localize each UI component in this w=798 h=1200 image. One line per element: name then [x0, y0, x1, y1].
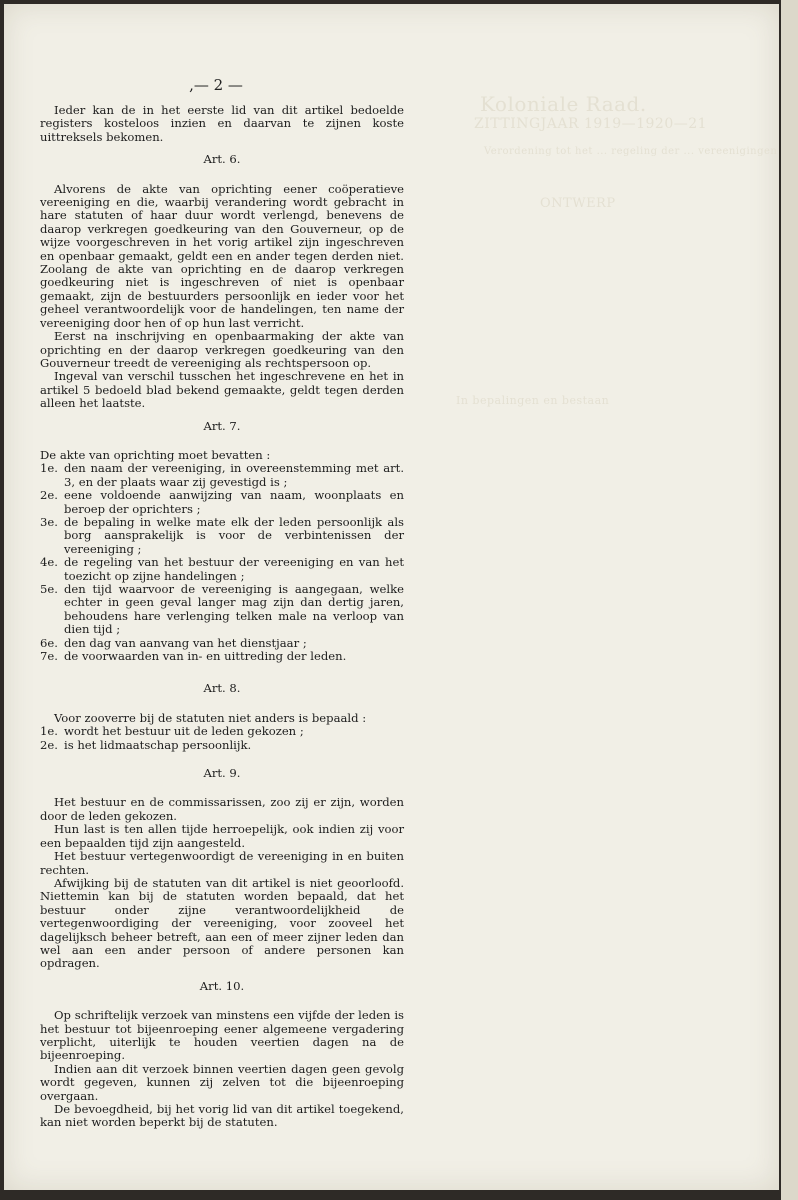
- document-body: [40, 104, 404, 1130]
- article-heading-9: Art. 9.: [203, 766, 241, 781]
- intro-paragraph: Ieder kan de in het eerste lid van dit artikel bedoelde registers kosteloos inzien en daarvan te zijnen koste uittreksels bekomen.: [40, 103, 404, 144]
- item-number: 7e.: [40, 649, 58, 664]
- item-text: is het lidmaatschap persoonlijk.: [64, 737, 252, 752]
- art10-paragraph: Op schriftelijk verzoek van minstens een vijfde der leden is het bestuur tot bijeenroeping eener algemeene vergadering verplicht, uiterlijk te houden veertien dagen na de bijeenroeping.: [40, 1008, 404, 1063]
- bleed-through-text: Koloniale Raad.: [480, 92, 647, 116]
- list-item: [40, 583, 404, 637]
- item-text: de voorwaarden van in- en uittreding der leden.: [64, 649, 347, 664]
- art6-paragraph: Ingeval van verschil tusschen het ingeschrevene en het in artikel 5 bedoeld blad bekend gemaakte, geldt tegen derden alleen het laatste.: [40, 369, 404, 411]
- article-heading-10: Art. 10.: [199, 978, 245, 993]
- bleed-through-text: Verordening tot het ... regeling der ... vereenigingen: [484, 146, 778, 157]
- item-number: 1e.: [40, 461, 58, 476]
- item-number: 2e.: [40, 737, 58, 752]
- item-number: 5e.: [40, 582, 58, 596]
- list-item: [40, 489, 404, 516]
- article-heading-7: Art. 7.: [203, 418, 241, 433]
- item-text: den naam der vereeniging, in overeenstemming met art. 3, en der plaats waar zij gevestigd is ;: [64, 461, 404, 489]
- list-item: [40, 637, 404, 650]
- art10-paragraph: De bevoegdheid, bij het vorig lid van dit artikel toegekend, kan niet worden beperkt bij de statuten.: [40, 1102, 404, 1130]
- bleed-through-text: ZITTINGJAAR 1919—1920—21: [474, 116, 708, 132]
- item-text: den tijd waarvoor de vereeniging is aangegaan, welke echter in geen geval langer mag zijn dan dertig jaren, behoudens hare verlenging telken male na verloop van dien tijd ;: [64, 582, 404, 637]
- item-number: 6e.: [40, 635, 58, 650]
- item-number: 4e.: [40, 555, 58, 570]
- item-text: de regeling van het bestuur der vereeniging en van het toezicht op zijne handelingen ;: [64, 555, 404, 583]
- art7-lead: De akte van oprichting moet bevatten :: [40, 447, 271, 462]
- art10-paragraph: Indien aan dit verzoek binnen veertien dagen geen gevolg wordt gegeven, kunnen zij zelven tot die bijeenroeping overgaan.: [40, 1061, 404, 1103]
- list-item: [40, 556, 404, 583]
- art9-paragraph: Het bestuur vertegenwoordigt de vereeniging in en buiten rechten.: [40, 849, 404, 877]
- item-number: 1e.: [40, 724, 58, 739]
- bleed-through-text: ONTWERP: [540, 196, 616, 211]
- list-item: [40, 516, 404, 556]
- item-number: 3e.: [40, 514, 58, 529]
- art9-paragraph: Afwijking bij de statuten van dit artikel is niet geoorloofd. Niettemin kan bij de statuten worden bepaald, dat het bestuur onder zijne verantwoordelijkheid de vertegenwoordiging der vereeniging, voor zooveel het dagelijksch beheer betreft, aan een of meer zijner leden dan wel aan een ander persoon of andere personen kan opdragen.: [40, 875, 404, 971]
- article-heading-6: Art. 6.: [203, 152, 241, 167]
- art8-lead: Voor zooverre bij de statuten niet anders is bepaald :: [54, 710, 367, 725]
- scan-edge-strip: [781, 0, 798, 1200]
- item-text: eene voldoende aanwijzing van naam, woonplaats en beroep der oprichters ;: [64, 488, 404, 516]
- art9-paragraph: Hun last is ten allen tijde herroepelijk, ook indien zij voor een bepaalden tijd zijn aangesteld.: [40, 822, 404, 850]
- document-page: [4, 4, 779, 1190]
- list-item: [40, 462, 404, 489]
- list-item: [40, 739, 404, 752]
- item-text: wordt het bestuur uit de leden gekozen ;: [64, 724, 304, 739]
- item-text: de bepaling in welke mate elk der leden persoonlijk als borg aansprakelijk is voor de verbintenissen der vereeniging ;: [64, 514, 404, 556]
- list-item: [40, 725, 404, 738]
- bleed-through-text: In bepalingen en bestaan: [456, 394, 610, 407]
- article-heading-8: Art. 8.: [203, 681, 241, 696]
- art9-paragraph: Het bestuur en de commissarissen, zoo zij er zijn, worden door de leden gekozen.: [40, 795, 404, 823]
- art6-paragraph: Alvorens de akte van oprichting eener coöperatieve vereeniging en die, waarbij verandering wordt gebracht in hare statuten of haar duur wordt verlengd, benevens de daarop verkregen goedkeuring van den Gouverneur, op de wijze voorgeschreven in het vorig artikel zijn ingeschreven en openbaar gemaakt, geldt een en ander tegen derden niet. Zoolang de akte van oprichting en de daarop verkregen goedkeuring niet is ingeschreven of niet is openbaar gemaakt, zijn de bestuurders persoonlijk en ieder voor het geheel verantwoordelijk voor de handelingen, ten name der vereeniging door hen of op hun last verricht.: [40, 181, 404, 330]
- art6-paragraph: Eerst na inschrijving en openbaarmaking der akte van oprichting en der daarop verkregen goedkeuring van den Gouverneur treedt de vereeniging als rechtspersoon op.: [40, 329, 404, 370]
- item-text: den dag van aanvang van het dienstjaar ;: [64, 635, 307, 650]
- item-number: 2e.: [40, 488, 58, 503]
- page-number: ,— 2 —: [189, 76, 243, 94]
- list-item: [40, 650, 404, 663]
